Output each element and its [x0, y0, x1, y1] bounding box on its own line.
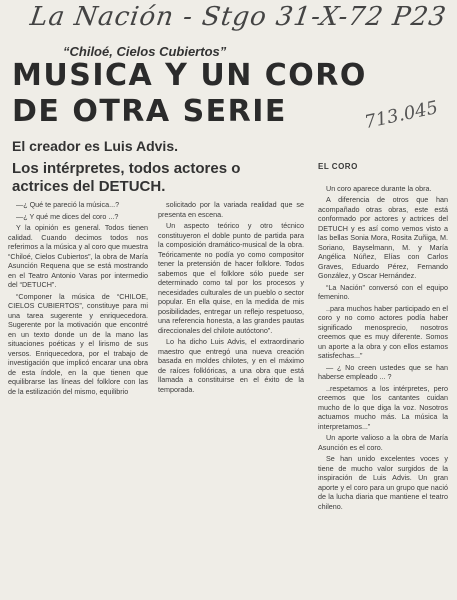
- article-column-1: [8, 200, 148, 398]
- article-column-2: [158, 200, 304, 396]
- headline-line-2: DE OTRA SERIE: [12, 94, 287, 129]
- article-kicker: “Chiloé, Cielos Cubiertos”: [63, 44, 227, 59]
- paragraph: Se han unido excelentes voces y tiene de mucho valor surgidos de la inspiración de Luis Advis. Un gran aporte y el coro para un grupo que nació de la lucha diaria que mantiene el teatro chileno.: [318, 454, 448, 511]
- article-headline: [12, 58, 372, 130]
- paragraph: “Componer la música de “CHILOE, CIELOS CUBIERTOS”, constituye para mi una tarea sugerente y enriquecedora. Sugerente por la motivación que encontré en un texto donde un de la mano las situaciones poéticas y el lirismo de sus versos. Enriquecedora, por el trabajo de investigación que implicó encarar una obra de esta índole, en la que tienen que equilibrarse las líneas del folklore con las de la estilización del mismo, equilibrio: [8, 291, 148, 396]
- paragraph: Lo ha dicho Luis Advis, el extraordinario maestro que entregó una nueva creación basada en moldes chilotes, y en el máximo de raíces folklóricas, a una obra que está llamada a constituirse en el éxito de la temporada.: [158, 337, 304, 394]
- article-column-3: [318, 162, 448, 513]
- paragraph: Y la opinión es general. Todos tienen calidad. Cuando decimos todos nos referimos a la música y al coro que muestra “Chiloé, Cielos Cubiertos”, la obra de María Asunción Requena que se está mostrando en el Teatro Antonio Varas por intermedio del “DETUCH”.: [8, 223, 148, 289]
- paragraph: Un aporte valioso a la obra de María Asunción es el coro.: [318, 433, 448, 452]
- handwritten-source-note: La Nación - Stgo 31-X-72 P23: [28, 2, 449, 32]
- paragraph: solicitado por la variada realidad que se presenta en escena.: [158, 200, 304, 219]
- paragraph: Un aspecto teórico y otro técnico constituyeron el doble punto de partida para la composición dramático-musical de la obra. Teóricamente no podía yo como compositor tener la pretensión de hacer folklore. Todos sabemos que el folklore sólo puede ser determinado como tal por los procesos y necesidades culturales de un pueblo o sector popular. En ella quise, en la medida de mis posibilidades, entregar un reflejo respetuoso, una referencia honesta, a las grandes pautas direccionales del chilote autóctono”.: [158, 221, 304, 335]
- paragraph: —¿ Y qué me dices del coro ...?: [16, 211, 119, 221]
- paragraph: ..para muchos haber participado en el coro y no como actores podía haber significado menosprecio, nosotros creemos que es muy diferente. Somos un aporte a la obra y con ellos estamos satisfechas...”: [318, 303, 448, 360]
- paragraph: ..respetamos a los intérpretes, pero creemos que los cantantes cuidan mucho de lo que diga la voz. Nosotros actuamos mucho más. La música la interpretamos...”: [318, 383, 448, 431]
- handwritten-archive-number: 713.045: [362, 97, 440, 134]
- article-subhead: El creador es Luis Advis.: [12, 138, 178, 154]
- paragraph: “La Nación” conversó con el equipo femenino.: [318, 282, 448, 301]
- section-heading: EL CORO: [318, 162, 358, 171]
- paragraph: Un coro aparece durante la obra.: [326, 183, 432, 193]
- paragraph: A diferencia de otros que han acompañado otras obras, este está conformado por actores y actrices del DETUCH y es así como vemos visto a las bellas Sonia Mora, Rosita Zuñiga, M. Soriano, Bayselmann, M. y María Angélica Núñez, Elías con Carlos Graves, Eduardo Pérez, Fernando González, y Oscar Hernández.: [318, 195, 448, 280]
- paragraph: — ¿ No creen ustedes que se han haberse empleado ... ?: [318, 362, 448, 381]
- paragraph: —¿ Qué te pareció la música...?: [16, 200, 120, 209]
- article-deck: Los intérpretes, todos actores o actrices del DETUCH.: [12, 160, 241, 195]
- headline-line-1: MUSICA Y UN CORO: [12, 58, 367, 93]
